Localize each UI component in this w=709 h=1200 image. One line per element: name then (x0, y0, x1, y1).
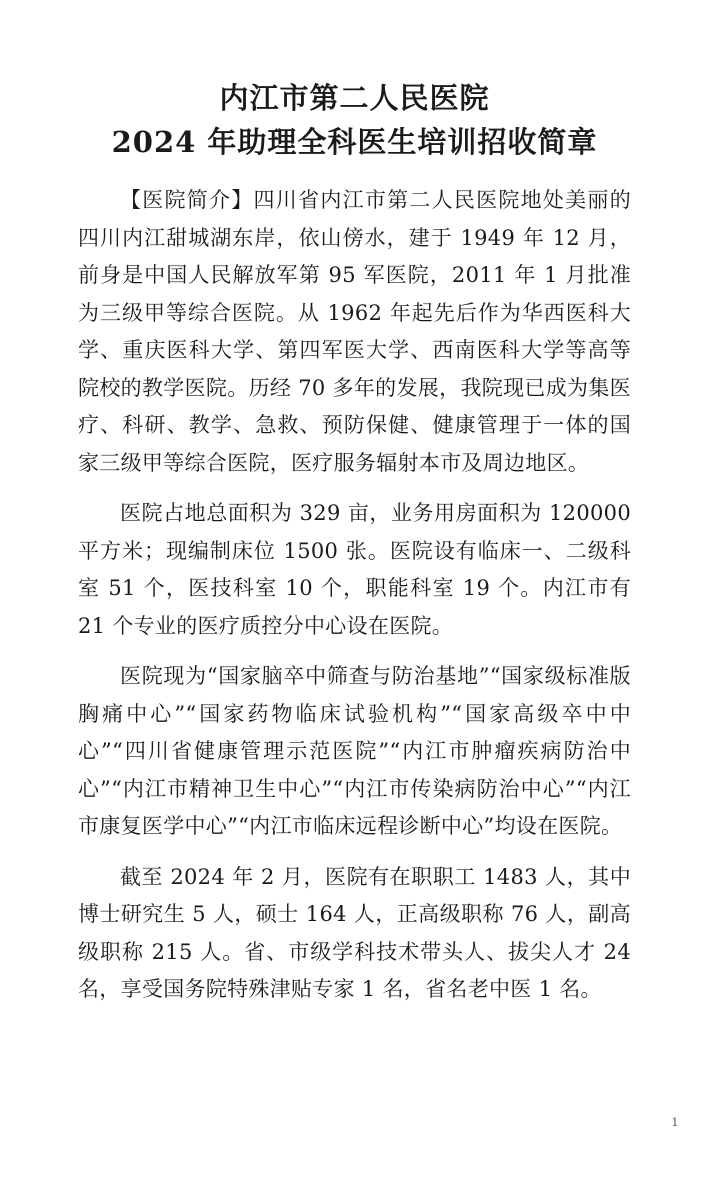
title-program-name: 2024 年助理全科医生培训招收简章 (111, 125, 598, 159)
paragraph-facilities: 医院占地总面积为 329 亩，业务用房面积为 120000 平方米；现编制床位 1500 张。医院设有临床一、二级科室 51 个，医技科室 10 个，职能科室 19 个。内江市有 21 个专业的医疗质控分中心设在医院。 (78, 501, 631, 638)
page-number: 1 (671, 1116, 679, 1129)
title-hospital-name: 内江市第二人民医院 (219, 81, 490, 115)
document-title (0, 76, 709, 164)
paragraph-designations: 医院现为“国家脑卒中筛查与防治基地”“国家级标准版胸痛中心”“国家药物临床试验机构”“国家高级卒中中心”“四川省健康管理示范医院”“内江市肿瘤疾病防治中心”“内江市精神卫生中心”“内江市传染病防治中心”“内江市康复医学中心”“内江市临床远程诊断中心”均设在医院。 (78, 664, 631, 838)
paragraph-hospital-intro: 【医院简介】四川省内江市第二人民医院地处美丽的四川内江甜城湖东岸，依山傍水，建于 1949 年 12 月，前身是中国人民解放军第 95 军医院，2011 年 1 月批准为三级甲等综合医院。从 1962 年起先后作为华西医科大学、重庆医科大学、第四军医大学、西南医科大学等高等院校的教学医院。历经 70 多年的发展，我院现已成为集医疗、科研、教学、急救、预防保健、健康管理于一体的国家三级甲等综合医院，医疗服务辐射本市及周边地区。 (78, 188, 631, 475)
paragraph-staff: 截至 2024 年 2 月，医院有在职职工 1483 人，其中博士研究生 5 人，硕士 164 人，正高级职称 76 人，副高级职称 215 人。省、市级学科技术带头人、拔尖人才 24 名，享受国务院特殊津贴专家 1 名，省名老中医 1 名。 (78, 864, 631, 1001)
document-body (78, 182, 631, 1022)
